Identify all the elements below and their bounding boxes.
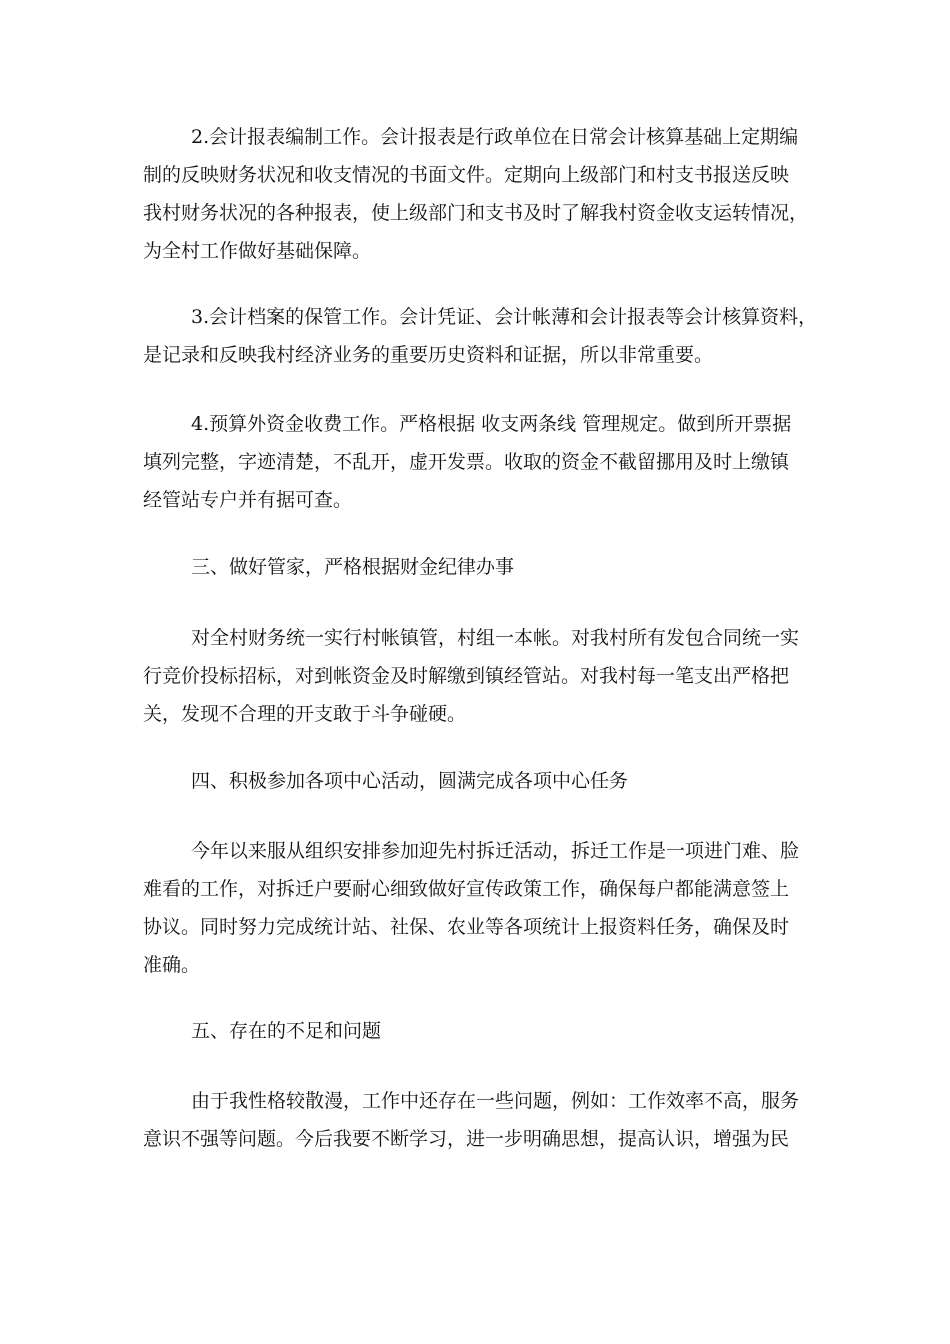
paragraph-shortcomings <box>143 1082 813 1158</box>
text-line: 准确。 <box>143 954 201 976</box>
section-heading: 三、做好管家，严格根据财金纪律办事 <box>191 556 515 578</box>
paragraph-demolition-work <box>143 832 813 984</box>
section-heading-3 <box>143 548 813 586</box>
text-line: 难看的工作，对拆迁户要耐心细致做好宣传政策工作，确保每户都能满意签上 <box>143 878 790 900</box>
section-heading-4 <box>143 762 813 800</box>
text-line: 2.会计报表编制工作。会计报表是行政单位在日常会计核算基础上定期编 <box>191 126 799 148</box>
text-line: 我村财务状况的各种报表，使上级部门和支书及时了解我村资金收支运转情况， <box>143 202 809 224</box>
text-line: 填列完整，字迹清楚，不乱开，虚开发票。收取的资金不截留挪用及时上缴镇 <box>143 451 790 473</box>
paragraph-accounting-reports <box>143 118 813 270</box>
text-line: 行竞价投标招标，对到帐资金及时解缴到镇经管站。对我村每一笔支出严格把 <box>143 665 790 687</box>
text-line: 关，发现不合理的开支敢于斗争碰硬。 <box>143 703 467 725</box>
text-line: 为全村工作做好基础保障。 <box>143 240 372 262</box>
paragraph-accounting-archives <box>143 298 818 374</box>
text-line: 对全村财务统一实行村帐镇管，村组一本帐。对我村所有发包合同统一实 <box>191 627 800 649</box>
text-line: 3.会计档案的保管工作。会计凭证、会计帐薄和会计报表等会计核算资料， <box>191 306 818 328</box>
text-line: 是记录和反映我村经济业务的重要历史资料和证据，所以非常重要。 <box>143 344 714 366</box>
paragraph-village-accounts <box>143 619 813 733</box>
paragraph-extra-budget-fees <box>143 405 813 519</box>
text-line: 经管站专户并有据可查。 <box>143 489 353 511</box>
section-heading: 四、积极参加各项中心活动，圆满完成各项中心任务 <box>191 770 629 792</box>
text-line: 协议。同时努力完成统计站、社保、农业等各项统计上报资料任务，确保及时 <box>143 916 790 938</box>
text-line: 意识不强等问题。今后我要不断学习，进一步明确思想，提高认识，增强为民 <box>143 1128 790 1150</box>
text-line: 由于我性格较散漫，工作中还存在一些问题，例如：工作效率不高，服务 <box>191 1090 800 1112</box>
text-line: 今年以来服从组织安排参加迎先村拆迁活动，拆迁工作是一项进门难、脸 <box>191 840 800 862</box>
text-line: 制的反映财务状况和收支情况的书面文件。定期向上级部门和村支书报送反映 <box>143 164 790 186</box>
section-heading-5 <box>143 1012 813 1050</box>
text-line: 4.预算外资金收费工作。严格根据 收支两条线 管理规定。做到所开票据 <box>191 413 792 435</box>
section-heading: 五、存在的不足和问题 <box>191 1020 382 1042</box>
